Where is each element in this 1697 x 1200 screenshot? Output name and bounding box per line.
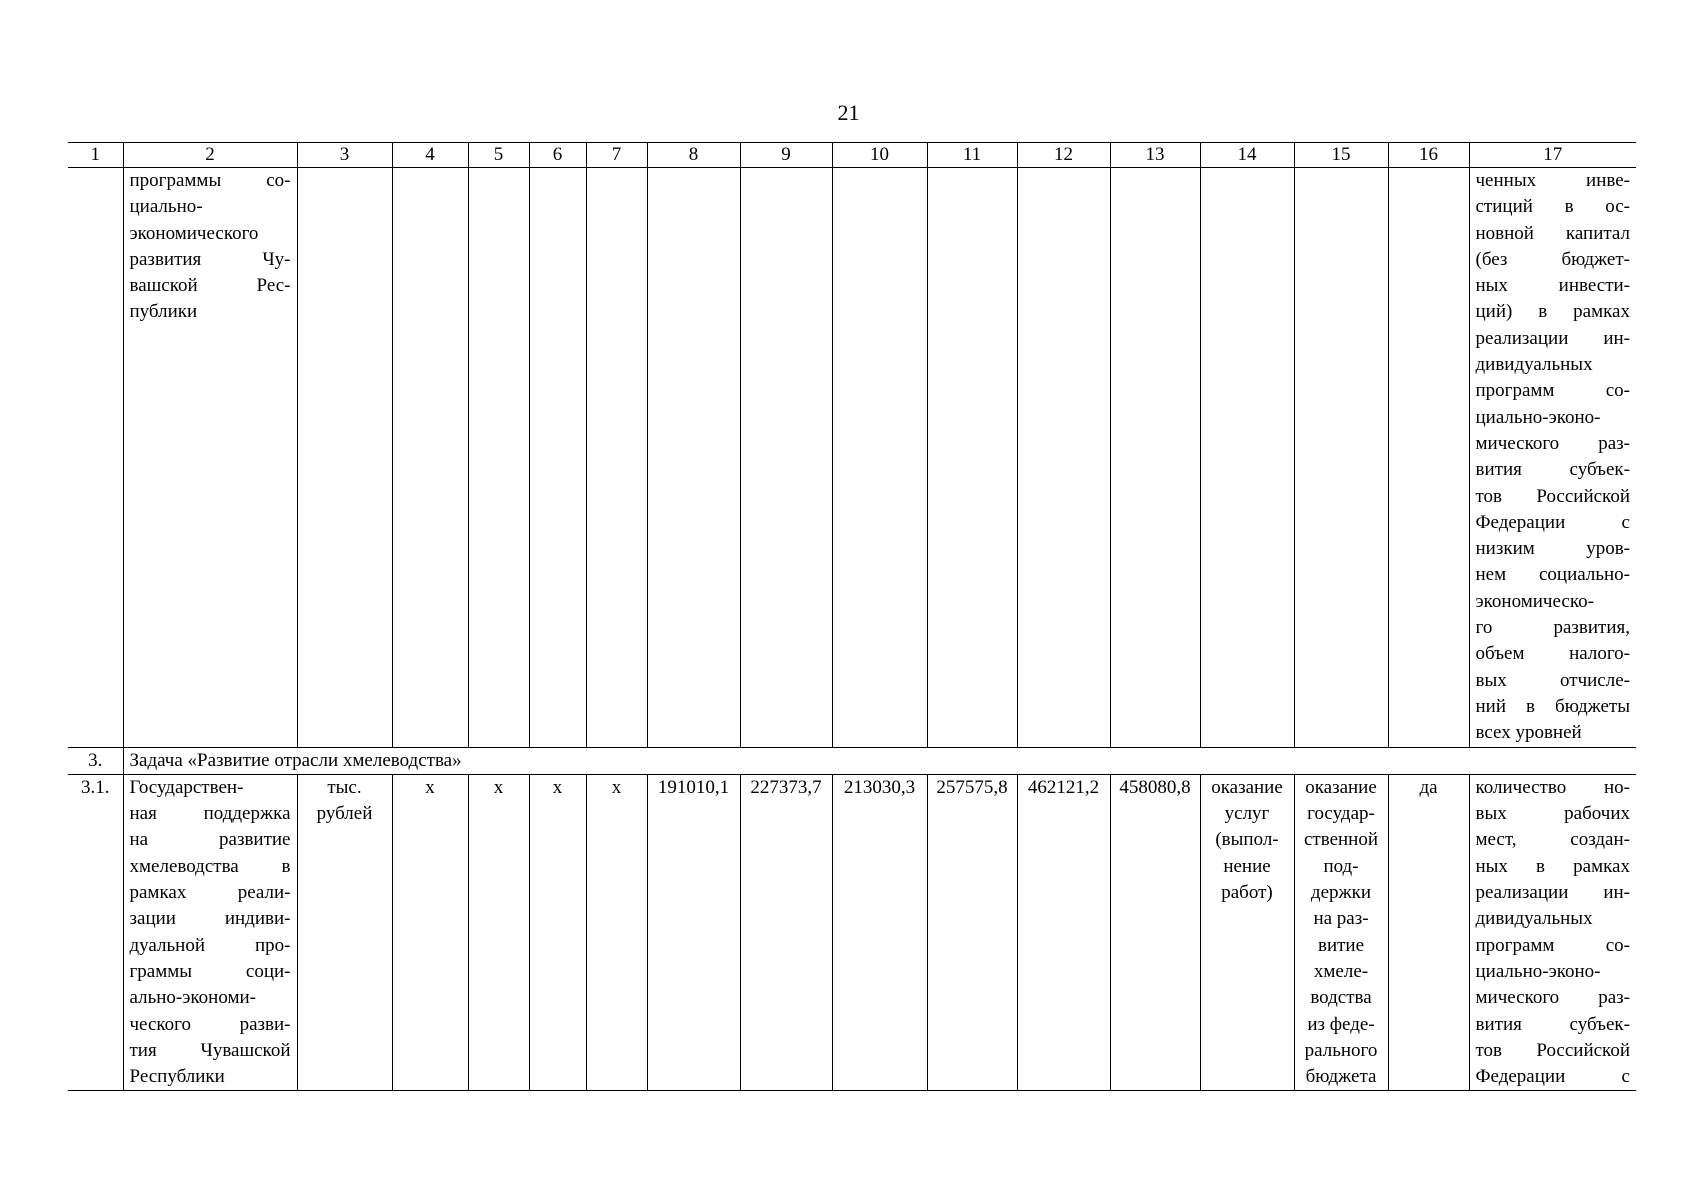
measure-name-cell: Государствен- ная поддержка на развитие хмелеводства в рамках реали- зации индиви- дуальной про- граммы соци- ально-экономи- ческого разви- тия Чувашской Республики	[123, 774, 297, 1091]
header-cell: 3	[297, 143, 392, 168]
header-cell: 11	[927, 143, 1017, 168]
table-cell	[68, 168, 123, 748]
table-cell	[647, 168, 740, 748]
table-cell	[740, 168, 832, 748]
header-cell: 15	[1294, 143, 1388, 168]
header-cell: 8	[647, 143, 740, 168]
header-cell: 2	[123, 143, 297, 168]
continued-indicator-cell: ченных инве- стиций в ос- новной капитал (без бюджет- ных инвести- ций) в рамках реализации ин- дивидуальных программ со- циально-эконо- мического раз- вития субъек- тов Российской Федерации с низким уров- нем социально- экономическо- го развития, объем налого- вых отчисле- ний в бюджеты всех уровней	[1469, 168, 1636, 748]
header-row	[68, 143, 1636, 168]
amount-cell: 257575,8	[927, 774, 1017, 1091]
header-cell: 7	[586, 143, 647, 168]
header-cell: 16	[1388, 143, 1469, 168]
header-cell: 17	[1469, 143, 1636, 168]
header-cell: 1	[68, 143, 123, 168]
program-table	[68, 142, 1636, 1091]
table-cell	[927, 168, 1017, 748]
service-name-cell: оказание государ- ственной под- держки на раз- витие хмеле- водства из феде- рального бюджета	[1294, 774, 1388, 1091]
table-cell	[392, 168, 468, 748]
continued-name-cell: программы со- циально- экономического развития Чу- вашской Рес- публики	[123, 168, 297, 748]
table-cell: да	[1388, 774, 1469, 1091]
header-cell: 5	[468, 143, 529, 168]
table-cell	[529, 168, 586, 748]
table-cell: х	[392, 774, 468, 1091]
table-cell	[1388, 168, 1469, 748]
table-cell	[586, 168, 647, 748]
amount-cell: 462121,2	[1017, 774, 1110, 1091]
table-cell: х	[468, 774, 529, 1091]
table-cell: х	[586, 774, 647, 1091]
amount-cell: 227373,7	[740, 774, 832, 1091]
header-cell: 13	[1110, 143, 1200, 168]
header-cell: 6	[529, 143, 586, 168]
table-cell	[1200, 168, 1294, 748]
section-title: Задача «Развитие отрасли хмелеводства»	[123, 747, 1636, 774]
header-cell: 10	[832, 143, 927, 168]
page-number: 21	[837, 100, 860, 125]
amount-cell: 213030,3	[832, 774, 927, 1091]
table-cell	[1017, 168, 1110, 748]
section-number: 3.	[68, 747, 123, 774]
header-cell: 12	[1017, 143, 1110, 168]
table-cell	[1294, 168, 1388, 748]
table-row-3-1	[68, 774, 1636, 1091]
table-cell: х	[529, 774, 586, 1091]
indicator-cell: количество но- вых рабочих мест, создан- ных в рамках реализации ин- дивидуальных программ со- циально-эконо- мического раз- вития субъек- тов Российской Федерации с	[1469, 774, 1636, 1091]
header-cell: 9	[740, 143, 832, 168]
amount-cell: 191010,1	[647, 774, 740, 1091]
table-cell	[468, 168, 529, 748]
section-row	[68, 747, 1636, 774]
amount-cell: 458080,8	[1110, 774, 1200, 1091]
table-cell	[832, 168, 927, 748]
service-type-cell: оказание услуг (выпол- нение работ)	[1200, 774, 1294, 1091]
unit-cell: тыс. рублей	[297, 774, 392, 1091]
header-cell: 14	[1200, 143, 1294, 168]
table-cell	[297, 168, 392, 748]
header-cell: 4	[392, 143, 468, 168]
table-cell	[1110, 168, 1200, 748]
table-row-continued	[68, 168, 1636, 748]
row-number: 3.1.	[68, 774, 123, 1091]
